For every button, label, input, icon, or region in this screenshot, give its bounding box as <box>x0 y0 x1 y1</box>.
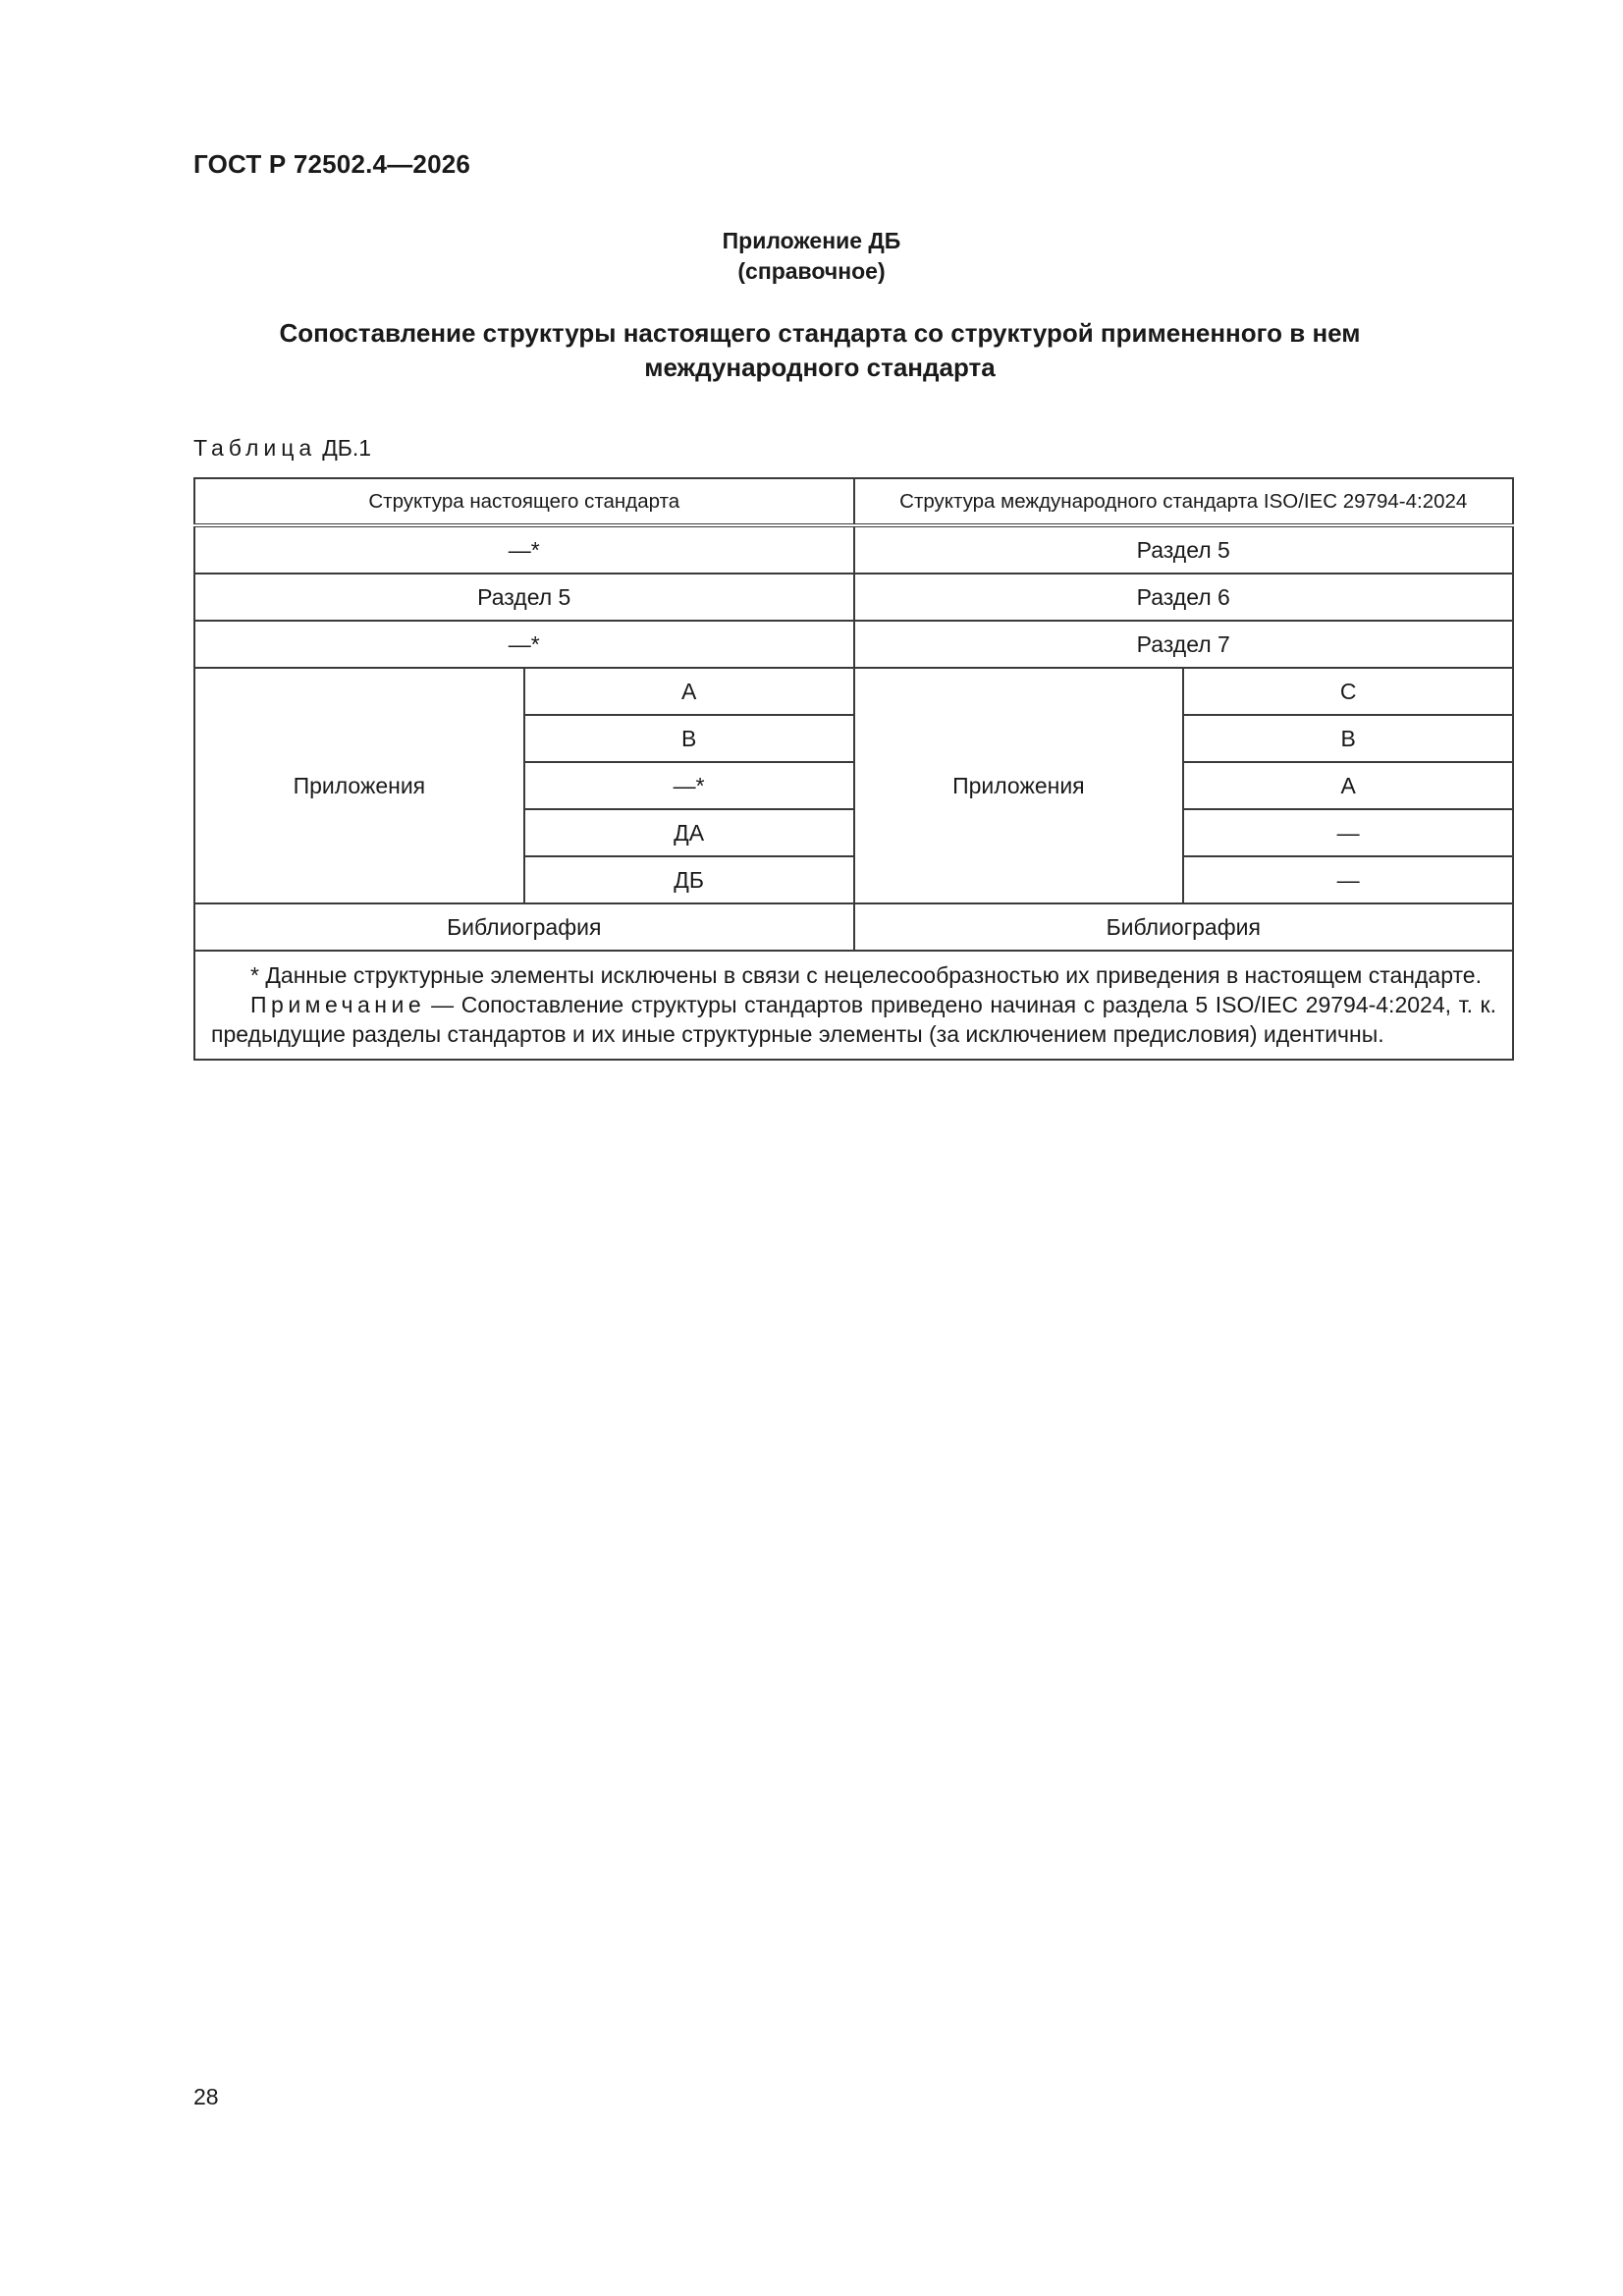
table-cell: Раздел 5 <box>194 574 854 621</box>
table-header-row <box>194 478 1513 525</box>
header-cell-national: Структура настоящего стандарта <box>194 478 854 525</box>
annex-group-label-left: Приложения <box>194 668 524 903</box>
annex-label: Приложение ДБ <box>722 228 901 253</box>
table-cell: Раздел 5 <box>854 525 1514 574</box>
table-cell: А <box>524 668 854 715</box>
table-row <box>194 621 1513 668</box>
table-cell: — <box>1183 809 1513 856</box>
table-row <box>194 574 1513 621</box>
table-footnote: * Данные структурные элементы исключены в связи с нецелесообразностью их приведения в настоящем стандарте. <box>250 962 1482 988</box>
table-notes-cell <box>194 951 1513 1060</box>
bibliography-cell-right: Библиография <box>854 903 1514 951</box>
annex-heading <box>0 226 1623 287</box>
table-caption-word: Таблица <box>193 435 317 461</box>
table-caption-id: ДБ.1 <box>322 435 372 461</box>
table-cell: С <box>1183 668 1513 715</box>
annex-group-label-right: Приложения <box>854 668 1184 903</box>
table-cell: А <box>1183 762 1513 809</box>
header-cell-international: Структура международного стандарта ISO/IEC 29794-4:2024 <box>854 478 1514 525</box>
annex-type: (справочное) <box>737 258 886 284</box>
table-cell: —* <box>194 525 854 574</box>
table-note <box>211 990 1496 1049</box>
table-row <box>194 903 1513 951</box>
table-row <box>194 668 1513 715</box>
table-cell: —* <box>194 621 854 668</box>
document-code: ГОСТ Р 72502.4—2026 <box>193 149 471 179</box>
table-cell: Раздел 6 <box>854 574 1514 621</box>
note-label: Примечание <box>250 992 426 1017</box>
note-text: — Сопоставление структуры стандартов приведено начиная с раздела 5 ISO/IEC 29794-4:2024, т. к. предыдущие разделы стандартов и их иные структурные элементы (за исключением предисловия) идентичны. <box>211 992 1496 1047</box>
table-notes-row <box>194 951 1513 1060</box>
table-cell: Раздел 7 <box>854 621 1514 668</box>
structure-comparison-table <box>193 477 1514 1061</box>
table-caption <box>193 435 371 462</box>
bibliography-cell-left: Библиография <box>194 903 854 951</box>
table-cell: ДБ <box>524 856 854 903</box>
table-row <box>194 525 1513 574</box>
table-cell: ДА <box>524 809 854 856</box>
page-number: 28 <box>193 2084 219 2109</box>
annex-title: Сопоставление структуры настоящего стандарта со структурой примененного в нем международного стандарта <box>279 318 1361 382</box>
table-cell: В <box>1183 715 1513 762</box>
table-cell: В <box>524 715 854 762</box>
table-cell: —* <box>524 762 854 809</box>
table-cell: — <box>1183 856 1513 903</box>
